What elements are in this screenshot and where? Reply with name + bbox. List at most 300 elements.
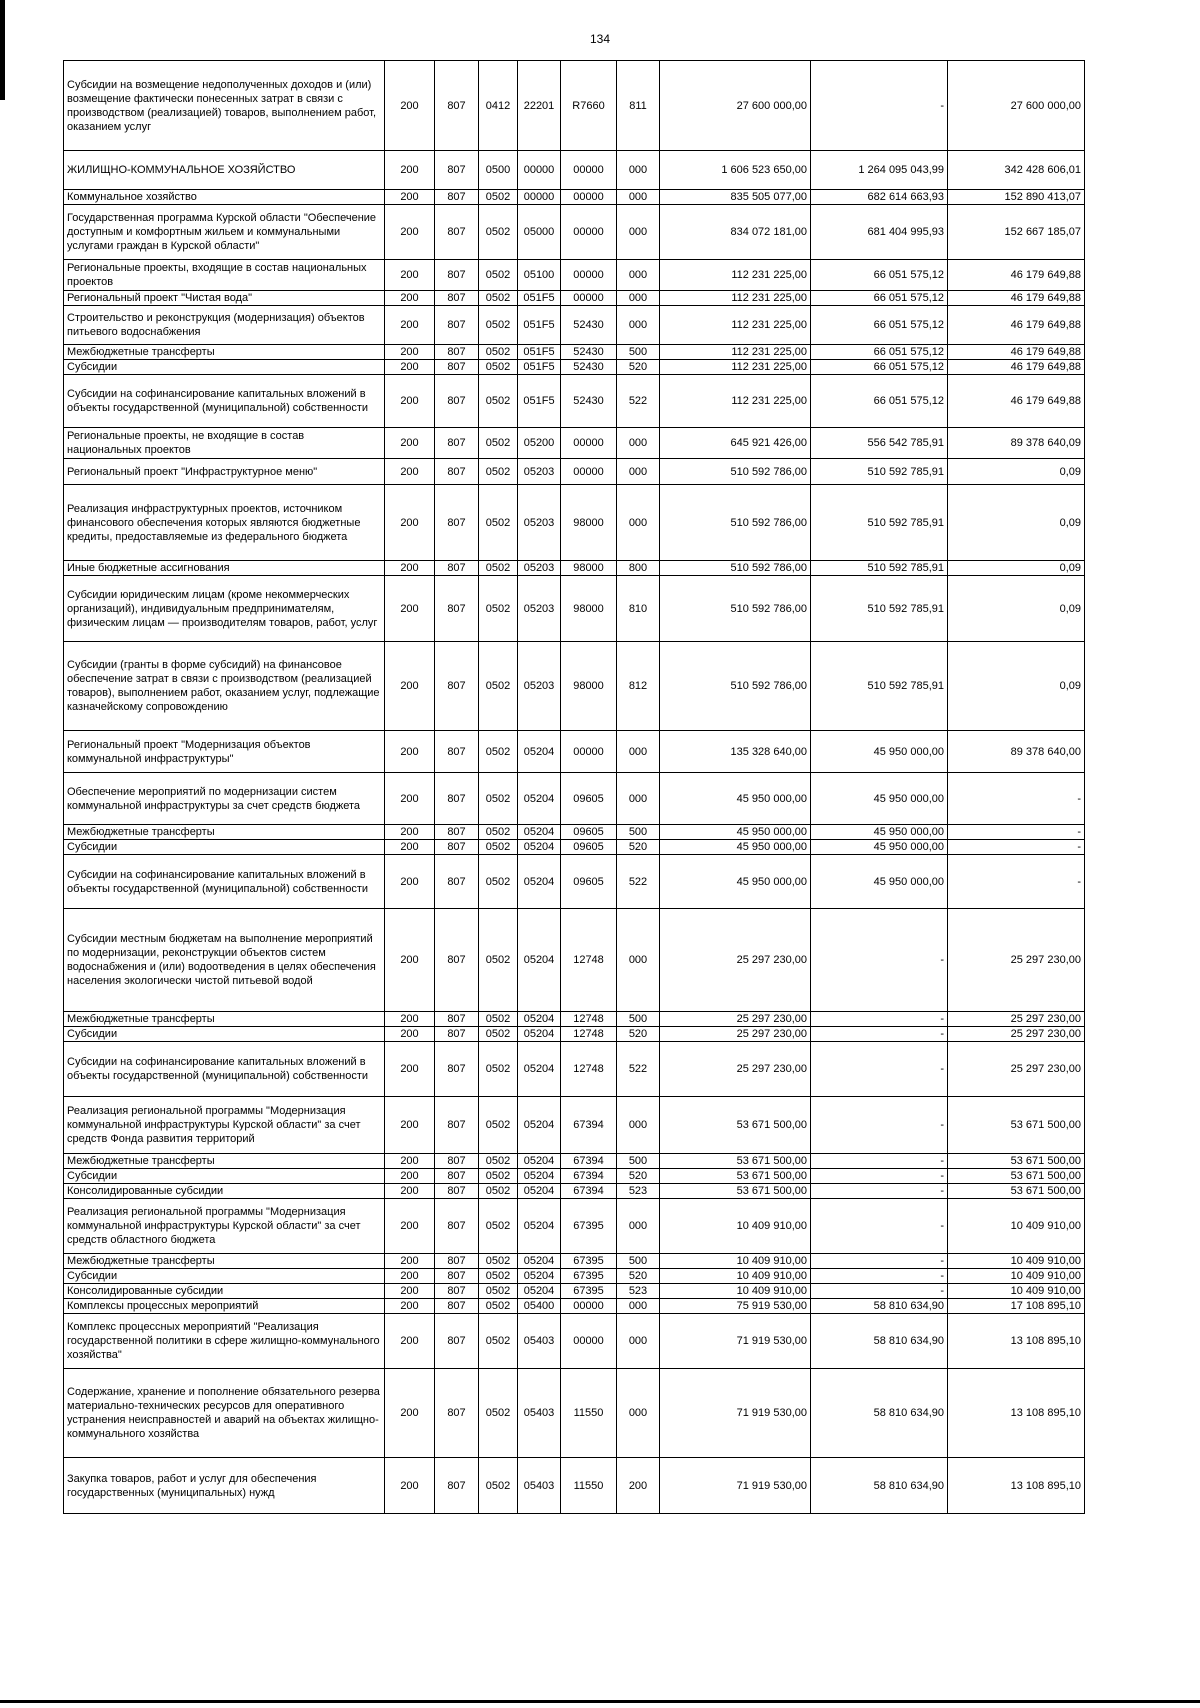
direction-code-cell: 09605 [561, 840, 617, 855]
row-name-cell: Межбюджетные трансферты [64, 825, 385, 840]
program-code-cell: 05204 [518, 1097, 561, 1154]
budget-table [63, 60, 1085, 1514]
ministry-code-cell: 807 [435, 1199, 479, 1254]
direction-code-cell: 00000 [561, 459, 617, 485]
ministry-code-cell: 807 [435, 306, 479, 345]
direction-code-cell: 67395 [561, 1254, 617, 1269]
row-name-cell: Реализация региональной программы "Модернизация коммунальной инфраструктуры Курской области" за счет средств областного бюджета [64, 1199, 385, 1254]
subsection-code-cell: 0502 [479, 1154, 518, 1169]
remaining-amount-cell: 0,09 [948, 459, 1085, 485]
program-code-cell: 22201 [518, 61, 561, 151]
remaining-amount-cell: 46 179 649,88 [948, 260, 1085, 291]
section-code-cell: 200 [385, 1369, 435, 1458]
row-name-cell: Субсидии [64, 360, 385, 375]
plan-amount-cell: 834 072 181,00 [660, 205, 811, 260]
executed-amount-cell: - [811, 1097, 948, 1154]
executed-amount-cell: 58 810 634,90 [811, 1299, 948, 1314]
table-row [64, 1169, 1085, 1184]
remaining-amount-cell: - [948, 773, 1085, 825]
ministry-code-cell: 807 [435, 1027, 479, 1042]
remaining-amount-cell: 13 108 895,10 [948, 1314, 1085, 1369]
subsection-code-cell: 0502 [479, 1284, 518, 1299]
plan-amount-cell: 71 919 530,00 [660, 1458, 811, 1514]
plan-amount-cell: 112 231 225,00 [660, 306, 811, 345]
executed-amount-cell: 45 950 000,00 [811, 855, 948, 909]
remaining-amount-cell: 25 297 230,00 [948, 909, 1085, 1012]
executed-amount-cell: - [811, 1169, 948, 1184]
program-code-cell: 05204 [518, 731, 561, 773]
executed-amount-cell: 66 051 575,12 [811, 260, 948, 291]
expense-type-cell: 000 [617, 1314, 660, 1369]
ministry-code-cell: 807 [435, 345, 479, 360]
executed-amount-cell: 58 810 634,90 [811, 1369, 948, 1458]
row-name-cell: Коммунальное хозяйство [64, 190, 385, 205]
expense-type-cell: 520 [617, 1169, 660, 1184]
remaining-amount-cell: 53 671 500,00 [948, 1154, 1085, 1169]
section-code-cell: 200 [385, 205, 435, 260]
remaining-amount-cell: 46 179 649,88 [948, 291, 1085, 306]
table-row [64, 576, 1085, 642]
executed-amount-cell: 66 051 575,12 [811, 375, 948, 428]
remaining-amount-cell: 46 179 649,88 [948, 360, 1085, 375]
plan-amount-cell: 53 671 500,00 [660, 1184, 811, 1199]
remaining-amount-cell: 46 179 649,88 [948, 345, 1085, 360]
subsection-code-cell: 0502 [479, 1027, 518, 1042]
plan-amount-cell: 1 606 523 650,00 [660, 151, 811, 190]
expense-type-cell: 000 [617, 1199, 660, 1254]
row-name-cell: Региональный проект "Модернизация объектов коммунальной инфраструктуры" [64, 731, 385, 773]
subsection-code-cell: 0502 [479, 773, 518, 825]
expense-type-cell: 000 [617, 485, 660, 561]
plan-amount-cell: 510 592 786,00 [660, 485, 811, 561]
table-row [64, 459, 1085, 485]
section-code-cell: 200 [385, 485, 435, 561]
subsection-code-cell: 0502 [479, 1042, 518, 1097]
section-code-cell: 200 [385, 1299, 435, 1314]
expense-type-cell: 522 [617, 855, 660, 909]
executed-amount-cell: - [811, 1184, 948, 1199]
plan-amount-cell: 53 671 500,00 [660, 1154, 811, 1169]
expense-type-cell: 200 [617, 1458, 660, 1514]
direction-code-cell: 09605 [561, 855, 617, 909]
direction-code-cell: 52430 [561, 345, 617, 360]
plan-amount-cell: 835 505 077,00 [660, 190, 811, 205]
table-row [64, 825, 1085, 840]
ministry-code-cell: 807 [435, 1154, 479, 1169]
row-name-cell: Иные бюджетные ассигнования [64, 561, 385, 576]
subsection-code-cell: 0502 [479, 260, 518, 291]
remaining-amount-cell: 25 297 230,00 [948, 1012, 1085, 1027]
expense-type-cell: 000 [617, 909, 660, 1012]
expense-type-cell: 000 [617, 773, 660, 825]
remaining-amount-cell: 53 671 500,00 [948, 1097, 1085, 1154]
row-name-cell: Субсидии [64, 840, 385, 855]
ministry-code-cell: 807 [435, 840, 479, 855]
program-code-cell: 05204 [518, 1169, 561, 1184]
scan-left-edge-mark [0, 0, 5, 100]
subsection-code-cell: 0502 [479, 375, 518, 428]
section-code-cell: 200 [385, 1154, 435, 1169]
section-code-cell: 200 [385, 773, 435, 825]
expense-type-cell: 520 [617, 1027, 660, 1042]
executed-amount-cell: - [811, 1027, 948, 1042]
ministry-code-cell: 807 [435, 360, 479, 375]
expense-type-cell: 500 [617, 1154, 660, 1169]
subsection-code-cell: 0412 [479, 61, 518, 151]
row-name-cell: Субсидии на возмещение недополученных доходов и (или) возмещение фактически понесенных затрат в связи с производством (реализацией) товаров, выполнением работ, оказанием услуг [64, 61, 385, 151]
plan-amount-cell: 645 921 426,00 [660, 428, 811, 459]
expense-type-cell: 520 [617, 1269, 660, 1284]
row-name-cell: Межбюджетные трансферты [64, 1154, 385, 1169]
remaining-amount-cell: 0,09 [948, 561, 1085, 576]
program-code-cell: 05400 [518, 1299, 561, 1314]
direction-code-cell: 00000 [561, 205, 617, 260]
program-code-cell: 05204 [518, 825, 561, 840]
expense-type-cell: 520 [617, 360, 660, 375]
program-code-cell: 05204 [518, 1284, 561, 1299]
subsection-code-cell: 0502 [479, 459, 518, 485]
direction-code-cell: 00000 [561, 151, 617, 190]
expense-type-cell: 000 [617, 731, 660, 773]
table-row [64, 61, 1085, 151]
program-code-cell: 05204 [518, 1199, 561, 1254]
row-name-cell: Субсидии на софинансирование капитальных вложений в объекты государственной (муниципальной) собственности [64, 1042, 385, 1097]
table-row [64, 909, 1085, 1012]
ministry-code-cell: 807 [435, 291, 479, 306]
row-name-cell: Государственная программа Курской области "Обеспечение доступным и комфортным жильем и коммунальными услугами граждан в Курской области" [64, 205, 385, 260]
section-code-cell: 200 [385, 909, 435, 1012]
remaining-amount-cell: 27 600 000,00 [948, 61, 1085, 151]
executed-amount-cell: 66 051 575,12 [811, 360, 948, 375]
table-row [64, 190, 1085, 205]
table-row [64, 1012, 1085, 1027]
expense-type-cell: 000 [617, 1369, 660, 1458]
row-name-cell: Консолидированные субсидии [64, 1184, 385, 1199]
section-code-cell: 200 [385, 1458, 435, 1514]
remaining-amount-cell: 0,09 [948, 642, 1085, 731]
ministry-code-cell: 807 [435, 485, 479, 561]
row-name-cell: Субсидии местным бюджетам на выполнение мероприятий по модернизации, реконструкции объектов систем водоснабжения и (или) водоотведения в целях обеспечения населения экологически чистой питьевой водой [64, 909, 385, 1012]
expense-type-cell: 000 [617, 291, 660, 306]
table-row [64, 1299, 1085, 1314]
ministry-code-cell: 807 [435, 773, 479, 825]
plan-amount-cell: 112 231 225,00 [660, 345, 811, 360]
ministry-code-cell: 807 [435, 1369, 479, 1458]
remaining-amount-cell: - [948, 855, 1085, 909]
subsection-code-cell: 0502 [479, 1097, 518, 1154]
executed-amount-cell: 45 950 000,00 [811, 840, 948, 855]
expense-type-cell: 000 [617, 1299, 660, 1314]
executed-amount-cell: 510 592 785,91 [811, 459, 948, 485]
row-name-cell: Комплекс процессных мероприятий "Реализация государственной политики в сфере жилищно-коммунального хозяйства" [64, 1314, 385, 1369]
table-row [64, 1097, 1085, 1154]
program-code-cell: 05200 [518, 428, 561, 459]
direction-code-cell: 67394 [561, 1184, 617, 1199]
section-code-cell: 200 [385, 459, 435, 485]
executed-amount-cell: 510 592 785,91 [811, 485, 948, 561]
plan-amount-cell: 510 592 786,00 [660, 642, 811, 731]
executed-amount-cell: - [811, 61, 948, 151]
expense-type-cell: 000 [617, 428, 660, 459]
program-code-cell: 05203 [518, 561, 561, 576]
table-row [64, 1369, 1085, 1458]
ministry-code-cell: 807 [435, 909, 479, 1012]
direction-code-cell: 12748 [561, 1012, 617, 1027]
direction-code-cell: 98000 [561, 561, 617, 576]
expense-type-cell: 520 [617, 840, 660, 855]
expense-type-cell: 800 [617, 561, 660, 576]
executed-amount-cell: 66 051 575,12 [811, 291, 948, 306]
program-code-cell: 05403 [518, 1314, 561, 1369]
executed-amount-cell: 45 950 000,00 [811, 773, 948, 825]
plan-amount-cell: 25 297 230,00 [660, 909, 811, 1012]
direction-code-cell: 67395 [561, 1284, 617, 1299]
subsection-code-cell: 0502 [479, 731, 518, 773]
program-code-cell: 05204 [518, 909, 561, 1012]
ministry-code-cell: 807 [435, 61, 479, 151]
executed-amount-cell: 681 404 995,93 [811, 205, 948, 260]
executed-amount-cell: 66 051 575,12 [811, 345, 948, 360]
row-name-cell: Содержание, хранение и пополнение обязательного резерва материально-технических ресурсов для оперативного устранения неисправностей и аварий на объектах жилищно-коммунального хозяйства [64, 1369, 385, 1458]
table-row [64, 773, 1085, 825]
ministry-code-cell: 807 [435, 1314, 479, 1369]
section-code-cell: 200 [385, 61, 435, 151]
section-code-cell: 200 [385, 306, 435, 345]
row-name-cell: Субсидии [64, 1027, 385, 1042]
direction-code-cell: 12748 [561, 909, 617, 1012]
executed-amount-cell: - [811, 1254, 948, 1269]
direction-code-cell: 09605 [561, 773, 617, 825]
remaining-amount-cell: 152 890 413,07 [948, 190, 1085, 205]
page-number: 134 [589, 32, 611, 46]
subsection-code-cell: 0502 [479, 1314, 518, 1369]
expense-type-cell: 500 [617, 345, 660, 360]
direction-code-cell: 67394 [561, 1169, 617, 1184]
table-row [64, 561, 1085, 576]
plan-amount-cell: 112 231 225,00 [660, 375, 811, 428]
row-name-cell: Региональный проект "Чистая вода" [64, 291, 385, 306]
remaining-amount-cell: 46 179 649,88 [948, 306, 1085, 345]
remaining-amount-cell: 152 667 185,07 [948, 205, 1085, 260]
table-row [64, 1042, 1085, 1097]
table-row [64, 375, 1085, 428]
ministry-code-cell: 807 [435, 1254, 479, 1269]
table-row [64, 428, 1085, 459]
plan-amount-cell: 10 409 910,00 [660, 1269, 811, 1284]
remaining-amount-cell: 10 409 910,00 [948, 1269, 1085, 1284]
remaining-amount-cell: 53 671 500,00 [948, 1184, 1085, 1199]
program-code-cell: 00000 [518, 190, 561, 205]
row-name-cell: Субсидии (гранты в форме субсидий) на финансовое обеспечение затрат в связи с производством (реализацией товаров), выполнением работ, оказанием услуг, подлежащие казначейскому сопровождению [64, 642, 385, 731]
remaining-amount-cell: 13 108 895,10 [948, 1458, 1085, 1514]
remaining-amount-cell: 10 409 910,00 [948, 1284, 1085, 1299]
section-code-cell: 200 [385, 1269, 435, 1284]
program-code-cell: 05204 [518, 1254, 561, 1269]
remaining-amount-cell: 17 108 895,10 [948, 1299, 1085, 1314]
executed-amount-cell: - [811, 1269, 948, 1284]
row-name-cell: Субсидии на софинансирование капитальных вложений в объекты государственной (муниципальной) собственности [64, 855, 385, 909]
expense-type-cell: 523 [617, 1184, 660, 1199]
executed-amount-cell: - [811, 1042, 948, 1097]
plan-amount-cell: 112 231 225,00 [660, 360, 811, 375]
section-code-cell: 200 [385, 375, 435, 428]
section-code-cell: 200 [385, 731, 435, 773]
direction-code-cell: 67394 [561, 1154, 617, 1169]
direction-code-cell: 00000 [561, 260, 617, 291]
ministry-code-cell: 807 [435, 428, 479, 459]
executed-amount-cell: - [811, 1154, 948, 1169]
direction-code-cell: 12748 [561, 1027, 617, 1042]
section-code-cell: 200 [385, 1042, 435, 1097]
section-code-cell: 200 [385, 642, 435, 731]
section-code-cell: 200 [385, 1012, 435, 1027]
section-code-cell: 200 [385, 428, 435, 459]
expense-type-cell: 522 [617, 1042, 660, 1097]
section-code-cell: 200 [385, 1169, 435, 1184]
subsection-code-cell: 0502 [479, 485, 518, 561]
subsection-code-cell: 0500 [479, 151, 518, 190]
program-code-cell: 05204 [518, 1042, 561, 1097]
plan-amount-cell: 112 231 225,00 [660, 291, 811, 306]
remaining-amount-cell: - [948, 840, 1085, 855]
plan-amount-cell: 10 409 910,00 [660, 1199, 811, 1254]
direction-code-cell: 67395 [561, 1199, 617, 1254]
row-name-cell: Реализация региональной программы "Модернизация коммунальной инфраструктуры Курской области" за счет средств Фонда развития территорий [64, 1097, 385, 1154]
expense-type-cell: 811 [617, 61, 660, 151]
expense-type-cell: 000 [617, 205, 660, 260]
plan-amount-cell: 27 600 000,00 [660, 61, 811, 151]
expense-type-cell: 000 [617, 190, 660, 205]
remaining-amount-cell: 10 409 910,00 [948, 1199, 1085, 1254]
subsection-code-cell: 0502 [479, 428, 518, 459]
remaining-amount-cell: 10 409 910,00 [948, 1254, 1085, 1269]
ministry-code-cell: 807 [435, 1458, 479, 1514]
ministry-code-cell: 807 [435, 1042, 479, 1097]
ministry-code-cell: 807 [435, 375, 479, 428]
table-row [64, 1254, 1085, 1269]
table-row [64, 1458, 1085, 1514]
executed-amount-cell: 58 810 634,90 [811, 1458, 948, 1514]
row-name-cell: Субсидии на софинансирование капитальных вложений в объекты государственной (муниципальной) собственности [64, 375, 385, 428]
table-row [64, 1284, 1085, 1299]
row-name-cell: Реализация инфраструктурных проектов, источником финансового обеспечения которых являются бюджетные кредиты, предоставляемые из федерального бюджета [64, 485, 385, 561]
plan-amount-cell: 71 919 530,00 [660, 1369, 811, 1458]
executed-amount-cell: 682 614 663,93 [811, 190, 948, 205]
direction-code-cell: 11550 [561, 1458, 617, 1514]
expense-type-cell: 000 [617, 459, 660, 485]
program-code-cell: 051F5 [518, 345, 561, 360]
row-name-cell: Региональный проект "Инфраструктурное меню" [64, 459, 385, 485]
subsection-code-cell: 0502 [479, 360, 518, 375]
direction-code-cell: 00000 [561, 731, 617, 773]
plan-amount-cell: 112 231 225,00 [660, 260, 811, 291]
direction-code-cell: 00000 [561, 291, 617, 306]
executed-amount-cell: - [811, 1012, 948, 1027]
remaining-amount-cell: 89 378 640,00 [948, 731, 1085, 773]
scan-bottom-edge-line [0, 1700, 1200, 1703]
table-row [64, 205, 1085, 260]
ministry-code-cell: 807 [435, 855, 479, 909]
section-code-cell: 200 [385, 260, 435, 291]
row-name-cell: Обеспечение мероприятий по модернизации систем коммунальной инфраструктуры за счет средств бюджета [64, 773, 385, 825]
direction-code-cell: 00000 [561, 1299, 617, 1314]
plan-amount-cell: 25 297 230,00 [660, 1042, 811, 1097]
program-code-cell: 05204 [518, 855, 561, 909]
direction-code-cell: 52430 [561, 306, 617, 345]
direction-code-cell: 12748 [561, 1042, 617, 1097]
program-code-cell: 05403 [518, 1458, 561, 1514]
plan-amount-cell: 45 950 000,00 [660, 825, 811, 840]
program-code-cell: 05204 [518, 1154, 561, 1169]
executed-amount-cell: 510 592 785,91 [811, 576, 948, 642]
remaining-amount-cell: 25 297 230,00 [948, 1027, 1085, 1042]
row-name-cell: Региональные проекты, входящие в состав национальных проектов [64, 260, 385, 291]
remaining-amount-cell: 13 108 895,10 [948, 1369, 1085, 1458]
subsection-code-cell: 0502 [479, 825, 518, 840]
ministry-code-cell: 807 [435, 459, 479, 485]
table-row [64, 360, 1085, 375]
direction-code-cell: 11550 [561, 1369, 617, 1458]
table-row [64, 306, 1085, 345]
program-code-cell: 05204 [518, 1012, 561, 1027]
ministry-code-cell: 807 [435, 825, 479, 840]
row-name-cell: Межбюджетные трансферты [64, 1254, 385, 1269]
table-row [64, 1027, 1085, 1042]
table-row [64, 1154, 1085, 1169]
remaining-amount-cell: - [948, 825, 1085, 840]
remaining-amount-cell: 89 378 640,09 [948, 428, 1085, 459]
section-code-cell: 200 [385, 1184, 435, 1199]
table-row [64, 291, 1085, 306]
subsection-code-cell: 0502 [479, 1369, 518, 1458]
direction-code-cell: R7660 [561, 61, 617, 151]
program-code-cell: 05204 [518, 773, 561, 825]
subsection-code-cell: 0502 [479, 642, 518, 731]
ministry-code-cell: 807 [435, 1097, 479, 1154]
direction-code-cell: 00000 [561, 190, 617, 205]
executed-amount-cell: 510 592 785,91 [811, 561, 948, 576]
table-row [64, 345, 1085, 360]
direction-code-cell: 52430 [561, 375, 617, 428]
executed-amount-cell: - [811, 1284, 948, 1299]
section-code-cell: 200 [385, 1199, 435, 1254]
subsection-code-cell: 0502 [479, 1269, 518, 1284]
executed-amount-cell: 66 051 575,12 [811, 306, 948, 345]
plan-amount-cell: 75 919 530,00 [660, 1299, 811, 1314]
executed-amount-cell: 556 542 785,91 [811, 428, 948, 459]
expense-type-cell: 500 [617, 825, 660, 840]
executed-amount-cell: 1 264 095 043,99 [811, 151, 948, 190]
remaining-amount-cell: 342 428 606,01 [948, 151, 1085, 190]
program-code-cell: 051F5 [518, 375, 561, 428]
subsection-code-cell: 0502 [479, 1299, 518, 1314]
expense-type-cell: 000 [617, 306, 660, 345]
expense-type-cell: 000 [617, 1097, 660, 1154]
row-name-cell: Субсидии [64, 1269, 385, 1284]
subsection-code-cell: 0502 [479, 190, 518, 205]
section-code-cell: 200 [385, 1284, 435, 1299]
program-code-cell: 05204 [518, 1184, 561, 1199]
program-code-cell: 05204 [518, 1027, 561, 1042]
program-code-cell: 05204 [518, 1269, 561, 1284]
section-code-cell: 200 [385, 1097, 435, 1154]
section-code-cell: 200 [385, 360, 435, 375]
section-code-cell: 200 [385, 291, 435, 306]
plan-amount-cell: 45 950 000,00 [660, 773, 811, 825]
subsection-code-cell: 0502 [479, 576, 518, 642]
expense-type-cell: 000 [617, 151, 660, 190]
plan-amount-cell: 10 409 910,00 [660, 1284, 811, 1299]
